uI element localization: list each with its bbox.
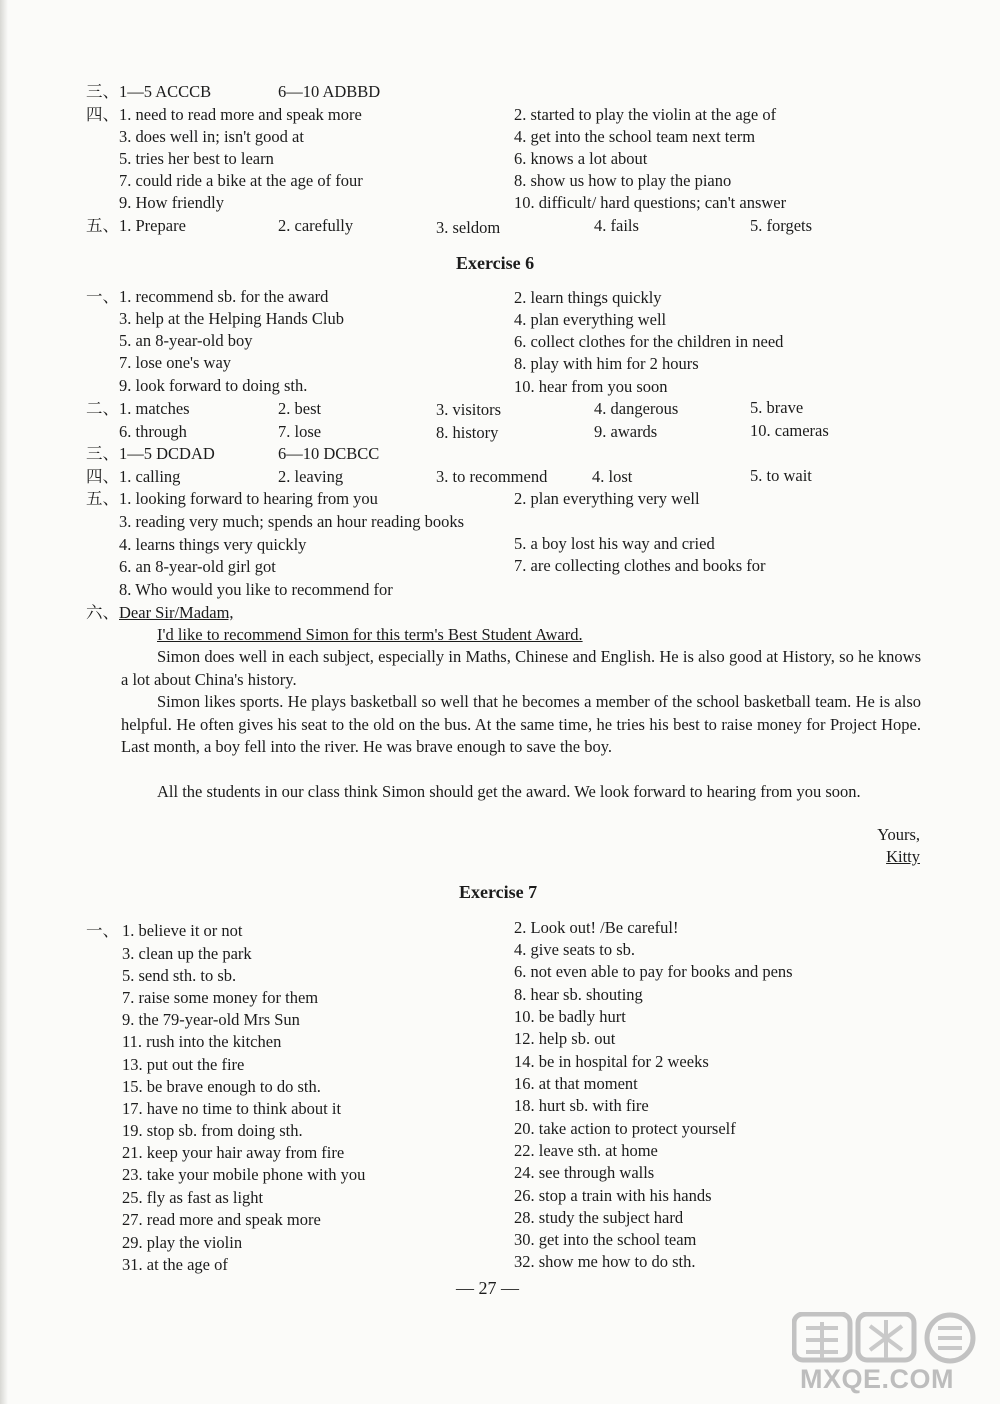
answers-1-5: 1—5 DCDAD [119,444,215,463]
answer-item: 9. look forward to doing sth. [119,376,308,395]
page-number: — 27 — [456,1278,519,1298]
paragraph-text: All the students in our class think Simon should get the award. We look forward to hearing from you soon. [157,782,861,801]
answer-item: 2. Look out! /Be careful! [514,918,679,937]
answer-item: 4. lost [592,467,633,486]
answer-item: 17. have no time to think about it [122,1099,342,1118]
answer-item: 3. does well in; isn't good at [119,127,304,146]
answer-item: 5. brave [750,398,804,417]
answer-item: 10. hear from you soon [514,377,668,396]
answer-item: 10. cameras [750,421,829,440]
answer-item: 1. Prepare [119,216,186,235]
answer-item: 9. the 79-year-old Mrs Sun [122,1010,300,1029]
answer-item: 12. help sb. out [514,1029,616,1048]
answer-item: 18. hurt sb. with fire [514,1096,649,1115]
answer-item: 5. tries her best to learn [119,149,274,168]
answer-item: 4. give seats to sb. [514,940,635,959]
answer-item: 3. to recommend [436,467,548,486]
answer-item: 27. read more and speak more [122,1210,321,1229]
answer-item: 1. need to read more and speak more [119,105,362,124]
answer-item: 7. lose [278,422,322,441]
answer-item: 6. not even able to pay for books and pens [514,962,793,981]
answer-item: 4. dangerous [594,399,679,418]
answer-item: 2. best [278,399,322,418]
answers-1-5: 1—5 ACCCB [119,82,212,101]
answer-item: 9. How friendly [119,193,224,212]
answer-item: 1. believe it or not [122,921,243,940]
answer-item: 28. study the subject hard [514,1208,684,1227]
answer-item: 5. forgets [750,216,813,235]
answer-item: 30. get into the school team [514,1230,697,1249]
answer-item: 8. Who would you like to recommend for [119,580,393,599]
answer-item: 5. send sth. to sb. [122,966,237,985]
paragraph-text: Simon does well in each subject, especially in Maths, Chinese and English. He is also good at History, so he knows a lot about China's history. [121,647,921,689]
answer-item: 15. be brave enough to do sth. [122,1077,321,1096]
answers-6-10: 6—10 ADBBD [278,82,381,101]
answer-item: 8. history [436,423,499,442]
answer-item: 2. carefully [278,216,354,235]
exercise-7-title: Exercise 7 [459,882,538,902]
answer-item: 4. learns things very quickly [119,535,307,554]
section-label-5: 五、 [86,216,119,235]
answer-item: 31. at the age of [122,1255,228,1274]
answers-6-10: 6—10 DCBCC [278,444,380,463]
paragraph-text: Simon likes sports. He plays basketball so well that he becomes a member of the school basketball team. He is also helpful. He often gives his seat to the old on the bus. At the same time, he tries his best to raise money for Project Hope. Last month, a boy fell into the river. He was brave enough to save the boy. [121,692,921,756]
answer-item: 21. keep your hair away from fire [122,1143,345,1162]
letter-salutation: Dear Sir/Madam, [119,603,234,622]
answer-item: 8. hear sb. shouting [514,985,643,1004]
answer-item: 19. stop sb. from doing sth. [122,1121,303,1140]
answer-item: 3. seldom [436,218,501,237]
answer-item: 2. started to play the violin at the age of [514,105,777,124]
answer-item: 5. an 8-year-old boy [119,331,253,350]
answer-item: 29. play the violin [122,1233,243,1252]
section-label-6: 六、 [86,603,119,622]
answer-item: 32. show me how to do sth. [514,1252,696,1271]
answer-item: 3. visitors [436,400,502,419]
answer-item: 2. plan everything very well [514,489,700,508]
answer-item: 6. collect clothes for the children in need [514,332,784,351]
section-label-3: 三、 [86,82,119,101]
answer-item: 1. matches [119,399,190,418]
answer-item: 13. put out the fire [122,1055,245,1074]
answer-item: 5. a boy lost his way and cried [514,534,715,553]
section-label-2: 二、 [86,399,119,418]
answer-item: 6. knows a lot about [514,149,648,168]
answer-item: 11. rush into the kitchen [122,1032,282,1051]
section-label-1: 一、 [86,921,119,940]
answer-item: 7. raise some money for them [122,988,319,1007]
answer-item: 8. show us how to play the piano [514,171,732,190]
answer-item: 7. are collecting clothes and books for [514,556,766,575]
answer-item: 24. see through walls [514,1163,655,1182]
watermark-logo-icon [792,1312,982,1364]
answer-item: 6. an 8-year-old girl got [119,557,276,576]
answer-item: 16. at that moment [514,1074,638,1093]
letter-paragraph-3 [121,781,921,804]
answer-item: 23. take your mobile phone with you [122,1165,366,1184]
answer-item: 3. reading very much; spends an hour reading books [119,512,465,531]
exercise-6-title: Exercise 6 [456,253,535,273]
answer-item: 10. be badly hurt [514,1007,626,1026]
answer-item: 5. to wait [750,466,812,485]
answer-item: 2. leaving [278,467,344,486]
letter-signature: Kitty [886,847,920,866]
answer-item: 9. awards [594,422,658,441]
section-label-4: 四、 [86,467,119,486]
section-label-3: 三、 [86,444,119,463]
letter-intro: I'd like to recommend Simon for this term's Best Student Award. [157,625,583,644]
answer-item: 25. fly as fast as light [122,1188,264,1207]
answer-item: 7. lose one's way [119,353,232,372]
letter-paragraph-1 [121,646,921,691]
letter-closing: Yours, [877,825,920,844]
answer-item: 1. recommend sb. for the award [119,287,329,306]
answer-item: 8. play with him for 2 hours [514,354,699,373]
watermark [792,1312,982,1398]
answer-item: 26. stop a train with his hands [514,1186,712,1205]
answer-item: 7. could ride a bike at the age of four [119,171,363,190]
section-label-1: 一、 [86,287,119,306]
answer-item: 10. difficult/ hard questions; can't answer [514,193,787,212]
answer-item: 14. be in hospital for 2 weeks [514,1052,709,1071]
answer-item: 4. plan everything well [514,310,667,329]
letter-paragraph-2 [121,691,921,759]
answer-item: 3. help at the Helping Hands Club [119,309,345,328]
answer-item: 1. calling [119,467,181,486]
answer-item: 1. looking forward to hearing from you [119,489,378,508]
answer-item: 6. through [119,422,187,441]
answer-item: 4. fails [594,216,639,235]
section-label-4: 四、 [86,105,119,124]
answer-item: 2. learn things quickly [514,288,662,307]
section-label-5: 五、 [86,489,119,508]
answer-item: 3. clean up the park [122,944,252,963]
watermark-url: MXQE.COM [800,1364,955,1394]
answer-item: 20. take action to protect yourself [514,1119,736,1138]
answer-item: 4. get into the school team next term [514,127,756,146]
answer-item: 22. leave sth. at home [514,1141,658,1160]
page-edge-shadow [0,0,8,1404]
